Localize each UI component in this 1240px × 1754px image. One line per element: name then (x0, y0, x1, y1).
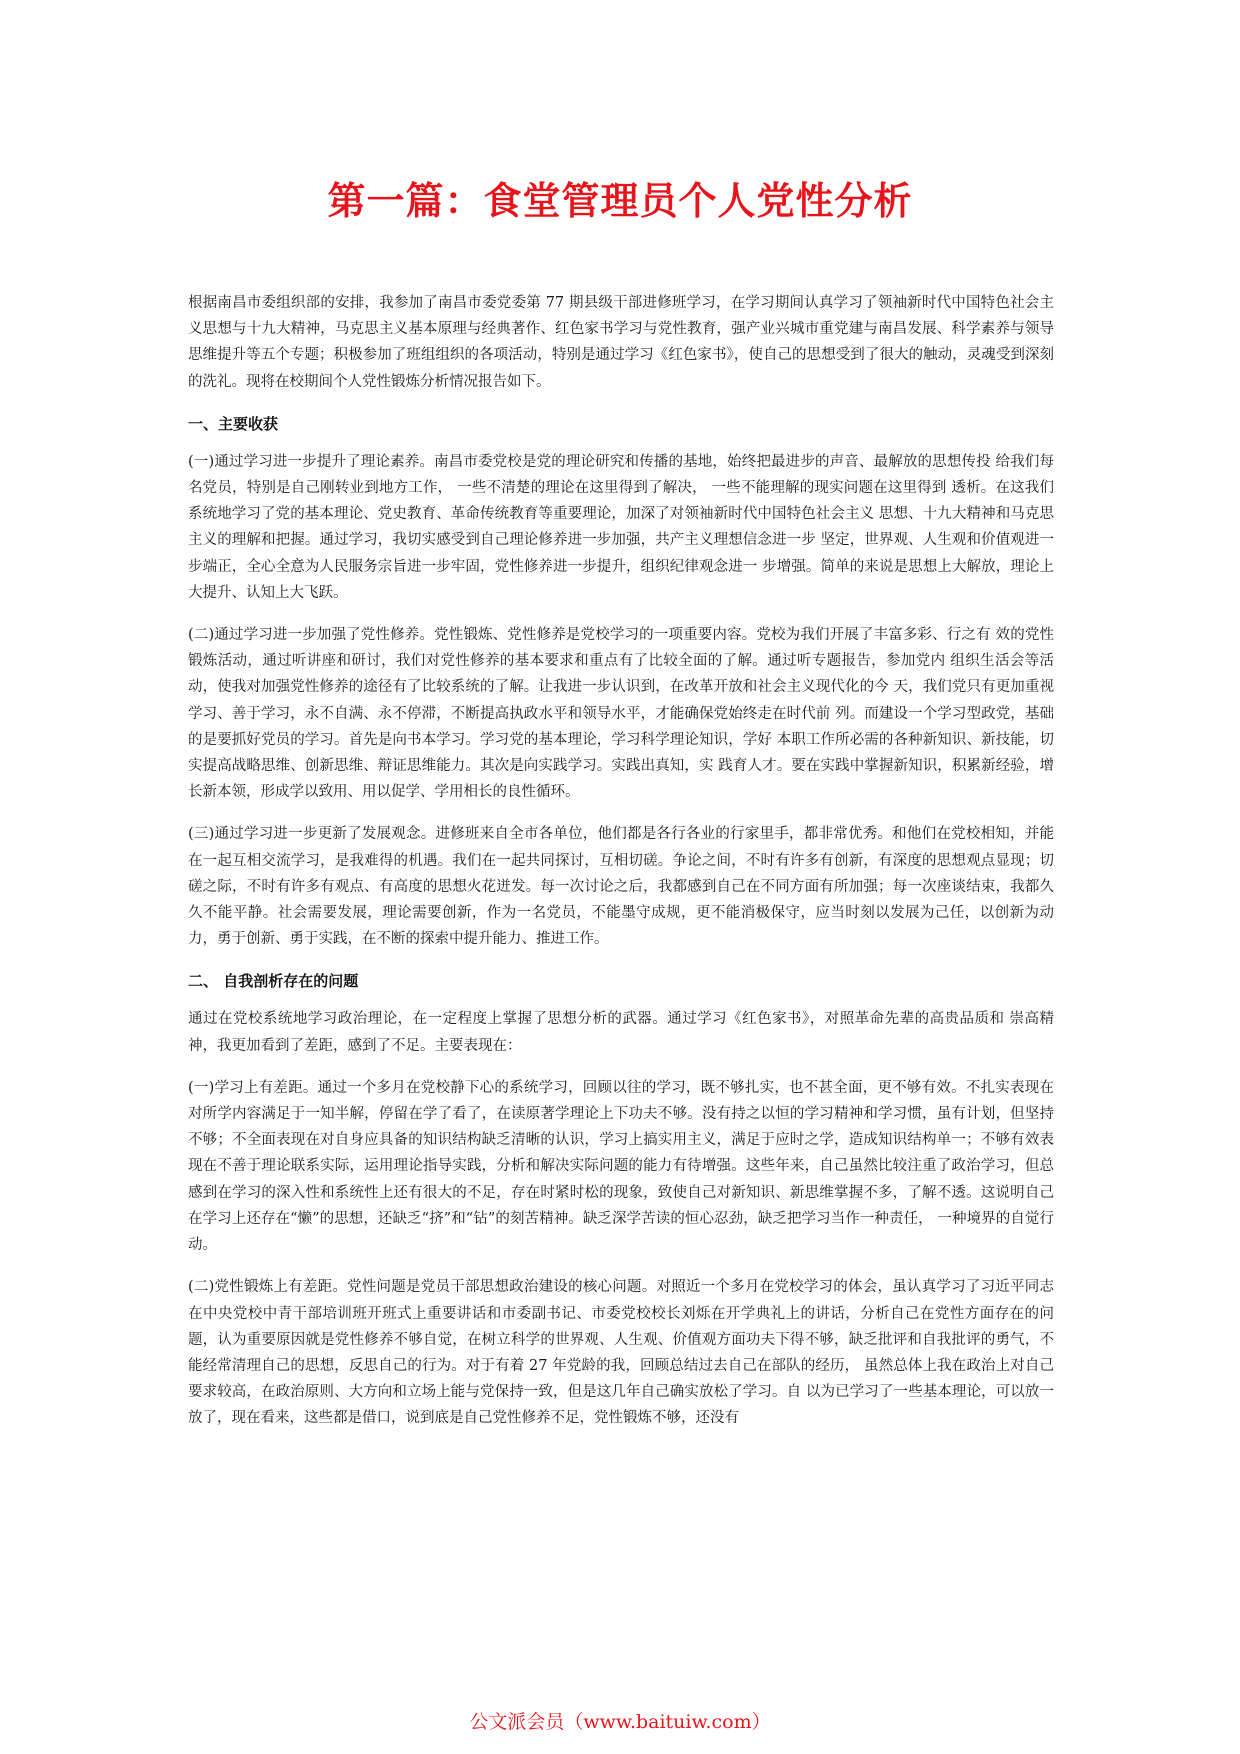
document-title: 第一篇：食堂管理员个人党性分析 (327, 178, 913, 223)
intro-paragraph: 根据南昌市委组织部的安排，我参加了南昌市委党委第 77 期县级干部进修班学习，在学习期间认真学习了领袖新时代中国特色社会主义思想与十九大精神，马克思主义基本原理与经典著作、红色家书学习与党性教育，强产业兴城市重党建与南昌发展、科学素养与领导思维提升等五个专题；积极参加了班组组织的各项活动，特别是通过学习《红色家书》，使自己的思想受到了很大的触动，灵魂受到深刻的洗礼。现将在校期间个人党性锻炼分析情况报告如下。 (188, 295, 1054, 390)
footer-watermark: 公文派会员（www.baituiw.com） (469, 1711, 771, 1733)
paragraph: (三)通过学习进一步更新了发展观念。进修班来自全市各单位，他们都是各行各业的行家里手，都非常优秀。和他们在党校相知，并能在一起互相交流学习，是我难得的机遇。我们在一起共同探讨，互相切磋。争论之间，不时有许多有创新，有深度的思想观点显现；切磋之际，不时有许多有观点、有高度的思想火花迸发。每一次讨论之后，我都感到自己在不同方面有所加强；每一次座谈结束，我都久久不能平静。社会需要发展，理论需要创新，作为一名党员，不能墨守成规，更不能消极保守，应当时刻以发展为己任，以创新为动力，勇于创新、勇于实践，在不断的探索中提升能力、推进工作。 (188, 826, 1054, 948)
paragraph: 通过在党校系统地学习政治理论，在一定程度上掌握了思想分析的武器。通过学习《红色家书》，对照革命先辈的高贵品质和 崇高精神，我更加看到了差距，感到了不足。主要表现在： (188, 1011, 1054, 1054)
section-heading-gains: 一、主要收获 (188, 414, 279, 433)
paragraph: (二)通过学习进一步加强了党性修养。党性锻炼、党性修养是党校学习的一项重要内容。党校为我们开展了丰富多彩、行之有 效的党性锻炼活动，通过听讲座和研讨，我们对党性修养的基本要求和重点有了比较全面的了解。通过听专题报告，参加党内 组织生活会等活动，使我对加强党性修养的途径有了比较系统的了解。让我进一步认识到，在改革开放和社会主义现代化的今 天，我们党只有更加重视学习、善于学习，永不自满、永不停滞，不断提高执政水平和领导水平，才能确保党始终走在时代前 列。而建设一个学习型政党，基础的是要抓好党员的学习。首先是向书本学习。学习党的基本理论，学习科学理论知识，学好 本职工作所必需的各种新知识、新技能，切实提高战略思维、创新思维、辩证思维能力。其次是向实践学习。实践出真知，实 践育人才。要在实践中掌握新知识，积累新经验，增长新本领，形成学以致用、用以促学、学用相长的良性循环。 (188, 627, 1054, 801)
document-body (188, 290, 1054, 1448)
paragraph: (一)学习上有差距。通过一个多月在党校静下心的系统学习，回顾以往的学习，既不够扎实，也不甚全面，更不够有效。不扎实表现在对所学内容满足于一知半解，停留在学了看了，在读原著学理论上下功夫不够。没有持之以恒的学习精神和学习惯，虽有计划，但坚持不够；不全面表现在对自身应具备的知识结构缺乏清晰的认识，学习上搞实用主义，满足于应时之学，造成知识结构单一；不够有效表现在不善于理论联系实际，运用理论指导实践，分析和解决实际问题的能力有待增强。这些年来，自己虽然比较注重了政治学习，但总感到在学习的深入性和系统性上还有很大的不足，存在时紧时松的现象，致使自己对新知识、新思维掌握不多，了解不透。这说明自己在学习上还存在“懒”的思想，还缺乏“挤”和“钻”的刻苦精神。缺乏深学苦读的恒心忍劲，缺乏把学习当作一种责任， 一种境界的自觉行动。 (188, 1079, 1054, 1254)
paragraph: (一)通过学习进一步提升了理论素养。南昌市委党校是党的理论研究和传播的基地，始终把最进步的声音、最解放的思想传投 给我们每名党员，特别是自己刚转业到地方工作， 一些不清楚的理论在这里得到了解决， 一些不能理解的现实问题在这里得到 透析。在这我们系统地学习了党的基本理论、党史教育、革命传统教育等重要理论，加深了对领袖新时代中国特色社会主义 思想、十九大精神和马克思主义的理解和把握。通过学习，我切实感受到自己理论修养进一步加强，共产主义理想信念进一步 坚定，世界观、人生观和价值观进一步端正，全心全意为人民服务宗旨进一步牢固，党性修养进一步提升，组织纪律观念进一 步增强。简单的来说是思想上大解放，理论上大提升、认知上大飞跃。 (188, 453, 1054, 601)
section-heading-problems: 二、 自我剖析存在的问题 (188, 972, 359, 991)
paragraph: (二)党性锻炼上有差距。党性问题是党员干部思想政治建设的核心问题。对照近一个多月在党校学习的体会，虽认真学习了习近平同志在中央党校中青干部培训班开班式上重要讲话和市委副书记、市委党校校长刘烁在开学典礼上的讲话，分析自己在党性方面存在的问题，认为重要原因就是党性修养不够自觉，在树立科学的世界观、人生观、价值观方面功夫下得不够，缺乏批评和自我批评的勇气，不能经常清理自己的思想，反思自己的行为。对于有着 27 年党龄的我，回顾总结过去自己在部队的经历， 虽然总体上我在政治上对自己要求较高，在政治原则、大方向和立场上能与党保持一致，但是这几年自己确实放松了学习。自 以为已学习了一些基本理论，可以放一放了，现在看来，这些都是借口，说到底是自己党性修养不足，党性锻炼不够，还没有 (188, 1279, 1054, 1427)
